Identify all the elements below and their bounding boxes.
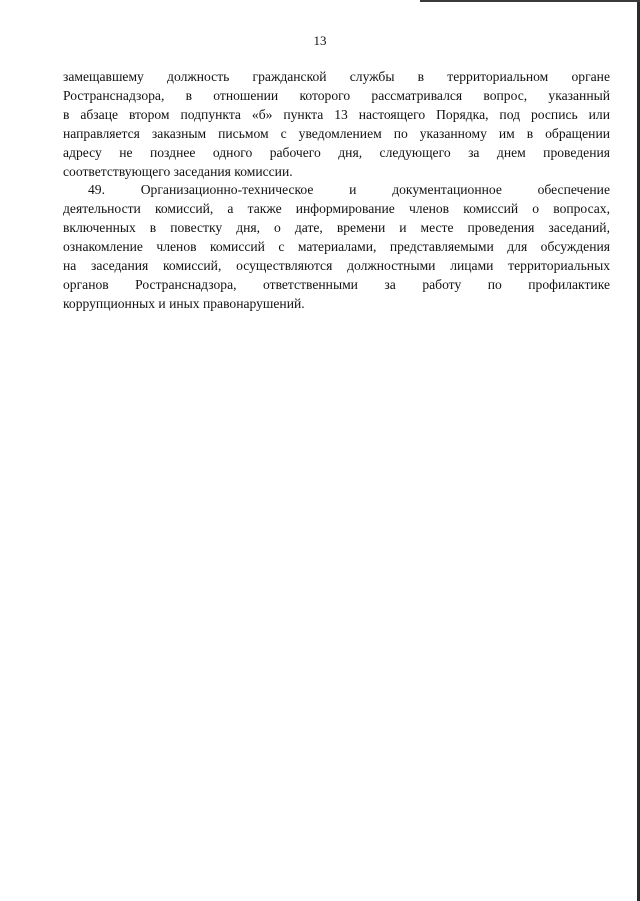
text-line: на заседания комиссий, осуществляются должностными лицами территориальных: [63, 258, 610, 273]
paragraph-continuation: [63, 67, 610, 181]
text-line: в абзаце втором подпункта «б» пункта 13 настоящего Порядка, под роспись или: [63, 107, 610, 122]
text-line: соответствующего заседания комиссии.: [63, 164, 293, 179]
text-line: включенных в повестку дня, о дате, времени и месте проведения заседаний,: [63, 220, 610, 235]
text-line: направляется заказным письмом с уведомлением по указанному им в обращении: [63, 126, 610, 141]
text-line: органов Ространснадзора, ответственными за работу по профилактике: [63, 277, 610, 292]
page-number: 13: [313, 33, 327, 48]
scan-border-top: [420, 0, 640, 2]
text-line: адресу не позднее одного рабочего дня, следующего за днем проведения: [63, 145, 610, 160]
text-line: замещавшему должность гражданской службы в территориальном органе: [63, 69, 610, 84]
text-line: 49. Организационно-техническое и документационное обеспечение: [88, 182, 610, 197]
text-line: Ространснадзора, в отношении которого рассматривался вопрос, указанный: [63, 88, 610, 103]
text-line: деятельности комиссий, а также информирование членов комиссий о вопросах,: [63, 201, 610, 216]
text-line: ознакомление членов комиссий с материалами, представляемыми для обсуждения: [63, 239, 610, 254]
text-line: коррупционных и иных правонарушений.: [63, 296, 305, 311]
paragraph-49: [63, 180, 610, 313]
